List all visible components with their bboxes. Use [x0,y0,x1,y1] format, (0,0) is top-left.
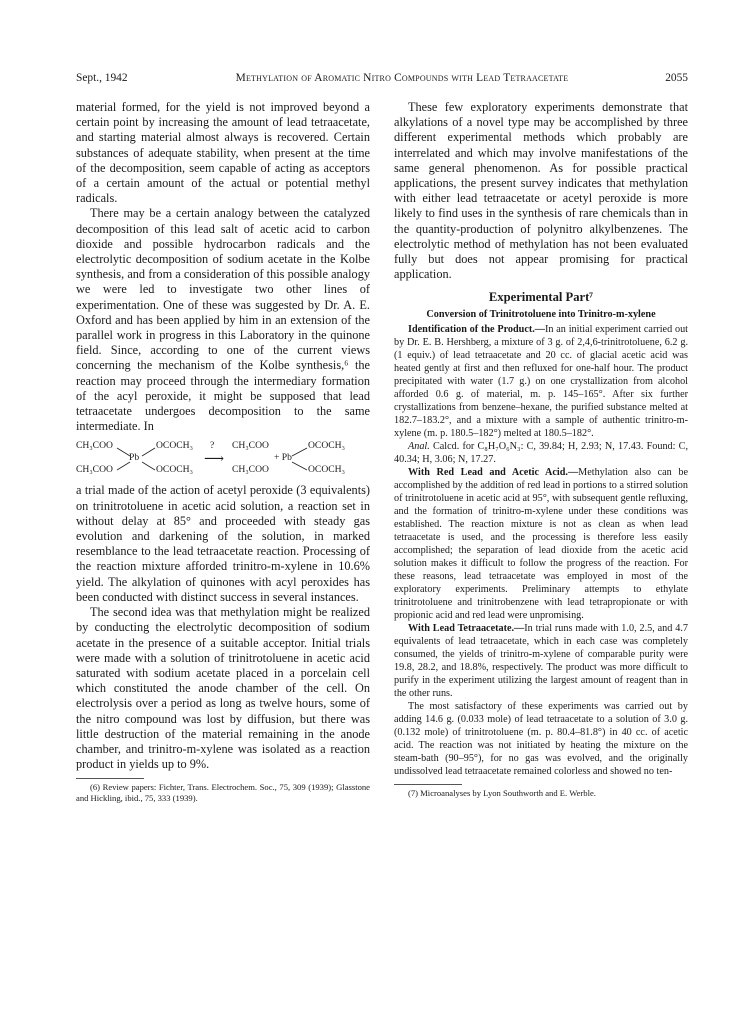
header-date: Sept., 1942 [76,72,128,84]
section-lead-tetraacetate [394,622,688,700]
footnote-rule-right [394,784,462,785]
subsection-heading: Conversion of Trinitrotoluene into Trinitro-m-xylene [426,309,656,321]
eq-plus-lead: + Pb [274,452,292,464]
right-paragraph-1: These few exploratory experiments demonstrate that alkylations of a novel type may be accomplished by three different experimental methods which probably are interrelated and which may involve manifestations of the same general phenomenon. As for possible practical applications, the present survey indicates that methylation with either lead tetraacetate or acetyl peroxide is more likely to find uses in the synthesis of rare chemicals than in the quantity-production of polynitro alkylbenzenes. The electrolytic method of methylation has not been evaluated fully but does not appear promising for practical application. [394,100,688,282]
analysis-line [394,440,688,466]
lead-tetraacetate-runin: With Lead Tetraacetate.— [408,623,525,635]
footnote-7: (7) Microanalyses by Lyon Southworth and E. Werble. [408,788,596,799]
eq-end-bottom: OCOCH₃ [308,464,345,476]
footnote-rule [76,778,144,779]
eq-product-top: CH₃COO [232,440,269,452]
eq-question: ? [210,440,215,452]
right-paragraph-last: The most satisfactory of these experiments was carried out by adding 14.6 g. (0.033 mole) of lead tetraacetate to a solution of 3.0 g. (0.132 mole) of trinitrotoluene (m. p. 80.4–81.8°) in 40 cc. of acetic acid. The reaction was not initiated by heating the mixture on the steam-bath (90–95°), for no gas was evolved, and the originally undissolved lead tetraacetate remained colorless and showed no ten- [394,701,688,778]
red-lead-runin: With Red Lead and Acetic Acid.— [408,467,579,479]
eq-product-bottom: CH₃COO [232,464,269,476]
identification-text: In an initial experiment carried out by Dr. E. B. Hershberg, a mixture of 3 g. of 2,4,6-trinitrotoluene, 6.2 g. (1 equiv.) of lead tetraacetate and 20 cc. of glacial acetic acid was heated gently at first and then refluxed for one-half hour. The product precipitated with water (1.7 g.) on one crystallization from alcohol afforded 0.6 g. of material, m. p. 145–165°. After six further crystallizations from benzene–hexane, the purified substance melted at 182.7–183.2°, and a mixture with a sample of authentic trinitro-m-xylene (m. p. 180.5–182°) melted at 180.5–182°. [394,324,688,440]
header-title: Methylation of Aromatic Nitro Compounds with Lead Tetraacetate [235,72,569,84]
section-identification [394,323,688,440]
eq-left-bottom: CH₃COO [76,464,113,476]
eq-lead: Pb [129,452,140,464]
eq-right-top: OCOCH₃ [156,440,193,452]
section-red-lead [394,466,688,622]
left-paragraph-4: The second idea was that methylation might be realized by conducting the electrolytic decomposition of sodium acetate in the presence of a suitable acceptor. Initial trials were made with a solution of trinitrotoluene in acetic acid saturated with sodium acetate placed in a porcelain cell which constituted the anode chamber of the cell. On electrolysis over a period as long as twelve hours, some of the nitro compound was lost by diffusion, but there was little destruction of the material remaining in the anode chamber, and trinitro-m-xylene was isolated as a reaction product in yields up to 9%. [76,605,370,772]
analysis-label: Anal. [408,441,430,453]
right-column [394,100,688,799]
eq-end-top: OCOCH₃ [308,440,345,452]
left-paragraph-1: material formed, for the yield is not improved beyond a certain point by increasing the amount of lead tetraacetate, and starting material almost always is recovered. Certain substances of adequate stability, when present at the time of the decomposition, seem capable of acting as acceptors of a certain amount of the actual or potential methyl radicals. [76,100,370,206]
page-number: 2055 [665,72,688,84]
running-header [76,72,688,88]
section-heading: Experimental Part⁷ [488,290,594,305]
eq-arrow: ⟶ [204,452,225,468]
eq-left-top: CH₃COO [76,440,113,452]
left-paragraph-3: a trial made of the action of acetyl peroxide (3 equivalents) on trinitrotoluene in acetic acid solution, a reaction set in without delay at 85° and proceeded with steady gas evolution and darkening of the solution, in marked resemblance to the lead tetraacetate reaction. Processing of the reaction mixture afforded trinitro-m-xylene in 10.6% yield. The alkylation of quinones with acyl peroxides has been conducted with distinct success in several instances. [76,483,370,604]
lead-tetraacetate-text: In trial runs made with 1.0, 2.5, and 4.7 equivalents of lead tetraacetate, which in each case was completely consumed, the yields of trinitro-m-xylene of comparable purity were 19.8, 28.2, and 18.8%, respectively. The product was more difficult to purify in the experiment utilizing the largest amount of reagent than in the other runs. [394,623,688,700]
identification-runin: Identification of the Product.— [408,324,545,336]
reaction-equation [76,439,370,479]
footnote-6: (6) Review papers: Fichter, Trans. Electrochem. Soc., 75, 309 (1939); Glasstone and Hickling, ibid., 75, 333 (1939). [76,782,370,804]
left-paragraph-2: There may be a certain analogy between the catalyzed decomposition of this lead salt of acetic acid to carbon dioxide and possible hydrocarbon radicals and the electrolytic decomposition of sodium acetate in the Kolbe synthesis, and from a consideration of this possible analogy we were led to investigate two other lines of experimentation. One of these was suggested by Dr. A. E. Oxford and has been applied by him in an extension of the parallel work in progress in this Laboratory in the quinone field. Since, according to one of the current views concerning the mechanism of the Kolbe synthesis,⁶ the reaction may proceed through the intermediary formation of the acyl peroxide, it might be supposed that lead tetraacetate undergoes decomposition to the same intermediate. In [76,206,370,434]
red-lead-text: Methylation also can be accomplished by the addition of red lead in portions to a stirred solution of trinitrotoluene in acetic acid at 95°, with subsequent gentle refluxing, and the formation of trinitro-m-xylene under these conditions was established. The reaction mixture is not as clean as when lead tetraacetate is used, and the processing is therefore less easily accomplished; the separation of lead dioxide from the acetic acid solution makes it difficult to follow the progress of the reaction. For these reasons, lead tetraacetate was employed in most of the exploratory experiments. Preliminary attempts to ethylate trinitrotoluene and trinitrobenzene with lead tetrapropionate or with propionic acid and red lead were unpromising. [394,467,688,622]
eq-right-bottom: OCOCH₃ [156,464,193,476]
analysis-text: Calcd. for C₈H₇O₆N₃: C, 39.84; H, 2.93; N, 17.43. Found: C, 40.34; H, 3.06; N, 17.27. [394,441,688,466]
left-column [76,100,370,804]
